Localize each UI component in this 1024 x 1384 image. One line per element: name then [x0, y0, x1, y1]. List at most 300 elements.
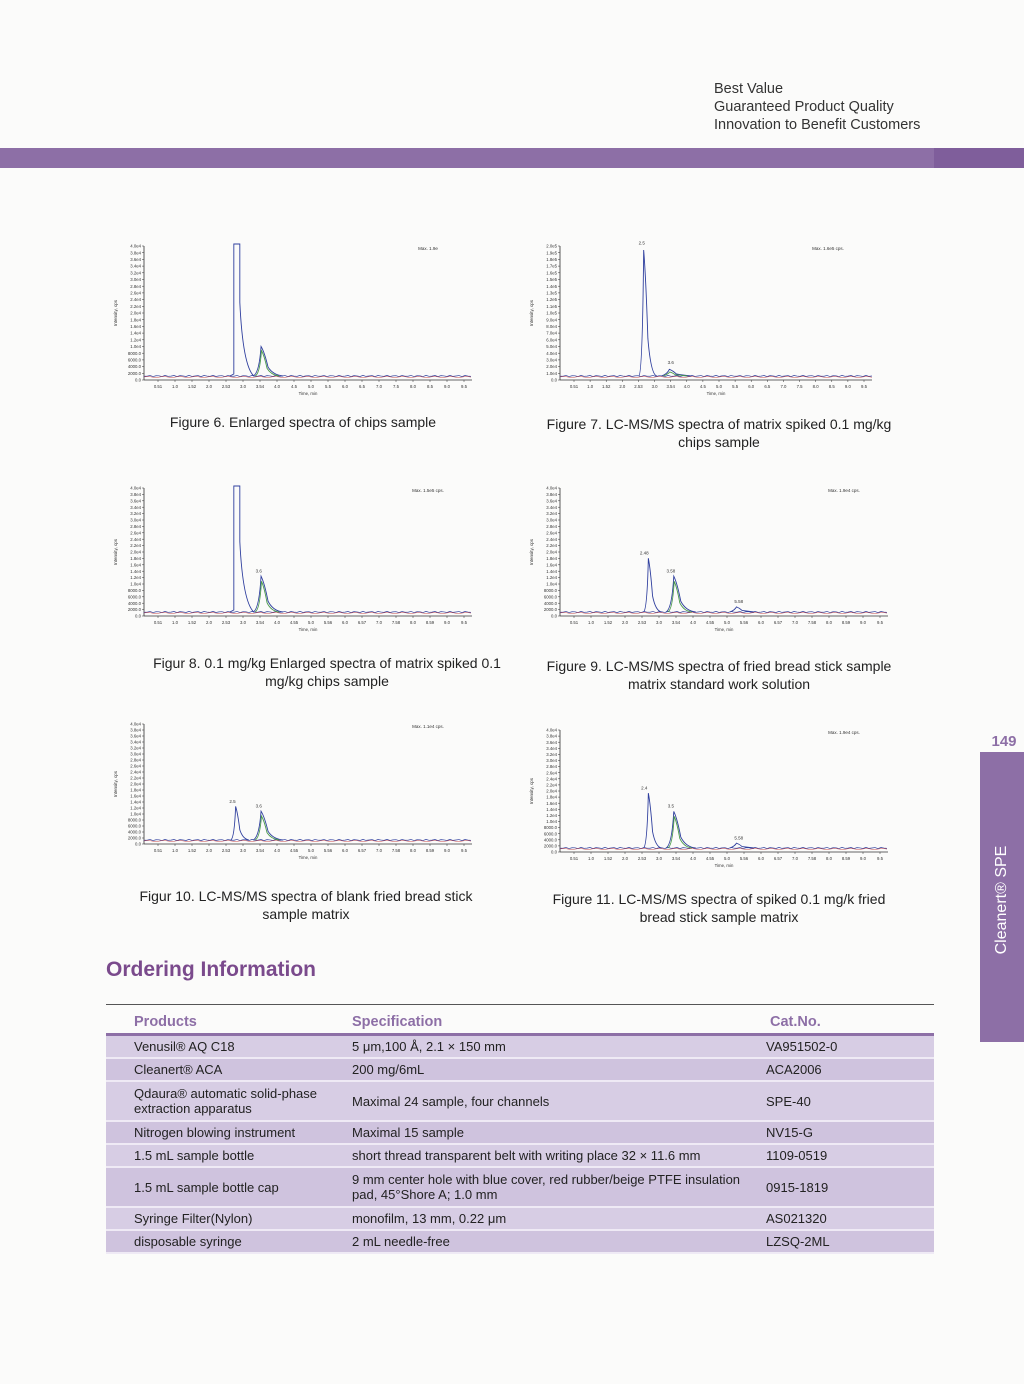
y-tick-label: 3.4e4 — [546, 504, 557, 510]
x-tick-label: 5.0 — [716, 384, 722, 389]
y-tick-label: 8000.0 — [543, 825, 557, 831]
y-tick-label: 2.0e4 — [546, 364, 557, 370]
x-tick-label: 7.0 — [376, 384, 382, 389]
chromatogram-peak — [230, 244, 254, 376]
chromatogram-peak — [639, 250, 657, 376]
product-cell: Cleanert® ACA — [134, 1062, 223, 1077]
x-tick-label: 3.0 — [240, 848, 246, 853]
table-row — [106, 1082, 934, 1122]
baseline-trace-red — [560, 849, 887, 850]
header-bar — [0, 148, 1024, 168]
y-tick-label: 1.2e4 — [130, 337, 141, 343]
y-tick-label: 3.6e4 — [130, 733, 141, 739]
y-axis-label: Intensity, cps — [113, 771, 118, 797]
x-tick-label: 6.5 — [764, 384, 771, 389]
x-tick-label: 7.0 — [376, 620, 382, 625]
x-tick-label: 9.5 — [461, 384, 467, 389]
x-tick-label: 9.0 — [444, 620, 450, 625]
x-tick-label: 8.59 — [841, 620, 851, 625]
y-tick-label: 4.0e4 — [546, 485, 557, 491]
y-tick-label: 1.6e4 — [130, 793, 141, 799]
chromatogram-peak — [231, 806, 249, 840]
y-tick-label: 0.0 — [135, 377, 141, 383]
x-tick-label: 6.57 — [773, 856, 783, 861]
x-tick-label: 5.0 — [724, 620, 730, 625]
x-tick-label: 8.59 — [425, 848, 435, 853]
x-tick-label: 5.56 — [739, 856, 749, 861]
x-tick-label: 1.0 — [172, 384, 178, 389]
side-tab-label: Cleanert® SPE — [993, 845, 1010, 955]
baseline-trace-red — [144, 841, 471, 842]
y-tick-label: 2.8e4 — [130, 283, 141, 289]
catno-cell: AS021320 — [766, 1211, 827, 1226]
max-label: Max. 1.1e4 cps. — [412, 724, 444, 729]
x-tick-label: 2.53 — [221, 620, 231, 625]
y-tick-label: 6000.0 — [127, 823, 141, 829]
y-tick-label: 2.0e5 — [546, 243, 557, 249]
page-number: 149 — [991, 733, 1017, 750]
y-tick-label: 1.8e4 — [130, 787, 141, 793]
x-axis-label: Time, min — [298, 855, 318, 860]
y-tick-label: 1.0e4 — [130, 344, 141, 350]
y-tick-label: 8.0e4 — [546, 324, 557, 329]
y-tick-label: 4.0e4 — [546, 727, 557, 733]
y-tick-label: 3.6e4 — [130, 498, 141, 504]
table-row — [106, 1208, 934, 1231]
y-tick-label: 1.0e4 — [546, 819, 557, 825]
y-tick-label: 3.8e4 — [130, 727, 141, 733]
y-tick-label: 2.4e4 — [130, 297, 141, 303]
chromatogram-peak — [253, 576, 283, 612]
chromatogram-peak — [644, 793, 662, 848]
y-tick-label: 6000.0 — [127, 357, 141, 363]
y-tick-label: 3.0e4 — [130, 751, 141, 757]
x-tick-label: 4.0 — [690, 856, 696, 861]
y-tick-label: 1.5e5 — [546, 277, 557, 283]
x-tick-label: 5.0 — [724, 856, 730, 861]
x-tick-label: 4.0 — [274, 848, 280, 853]
catno-cell: 1109-0519 — [766, 1148, 828, 1163]
y-axis-label: Intensity, cps — [529, 778, 534, 804]
spec-cell: 2 mL needle-free — [352, 1234, 450, 1249]
max-label: Max. 1.9e4 cps. — [828, 488, 860, 493]
x-tick-label: 2.53 — [637, 620, 647, 625]
max-label: Max. 1.6e5 cps. — [812, 246, 844, 251]
y-tick-label: 8000.0 — [127, 817, 141, 823]
table-row — [106, 1036, 934, 1059]
y-tick-label: 1.4e4 — [546, 568, 557, 574]
y-tick-label: 3.2e4 — [130, 270, 141, 276]
caption-fig8: Figur 8. 0.1 mg/kg Enlarged spectra of matrix spiked 0.1 mg/kg chips sample — [153, 655, 501, 689]
x-tick-label: 6.0 — [342, 848, 348, 853]
y-tick-label: 2000.0 — [127, 607, 141, 613]
chromatogram-peak — [666, 811, 696, 848]
y-tick-label: 2000.0 — [543, 607, 557, 613]
y-tick-label: 1.0e4 — [130, 811, 141, 817]
x-tick-label: 8.0 — [826, 620, 832, 625]
x-tick-label: 1.0 — [172, 620, 178, 625]
x-tick-label: 9.0 — [444, 384, 450, 389]
product-cell: Venusil® AQ C18 — [134, 1039, 235, 1054]
y-tick-label: 8000.0 — [127, 350, 141, 356]
y-tick-label: 1.4e4 — [130, 799, 141, 805]
product-cell: disposable syringe — [134, 1234, 242, 1249]
y-tick-label: 1.0e4 — [130, 581, 141, 587]
y-tick-label: 4.0e4 — [130, 485, 141, 491]
chromatogram-peak — [644, 558, 662, 612]
table-body — [106, 1036, 934, 1254]
baseline-trace-red — [560, 613, 887, 614]
y-tick-label: 3.8e4 — [546, 492, 557, 497]
x-tick-label: 3.54 — [671, 620, 681, 625]
y-tick-label: 0.0 — [135, 613, 141, 619]
peak-label: 3.6 — [255, 568, 262, 574]
x-tick-label: 6.57 — [357, 848, 367, 853]
y-tick-label: 2.2e4 — [546, 782, 557, 788]
y-tick-label: 6000.0 — [543, 831, 557, 837]
y-tick-label: 1.1e5 — [546, 303, 557, 309]
x-tick-label: 2.0 — [206, 848, 212, 853]
x-tick-label: 9.0 — [844, 384, 851, 389]
y-tick-label: 6000.0 — [543, 594, 557, 600]
spec-cell: Maximal 15 sample — [352, 1125, 464, 1140]
x-tick-label: 1.52 — [187, 620, 197, 625]
x-tick-label: 4.55 — [289, 848, 299, 853]
figure-7 — [524, 240, 880, 404]
y-axis-label: Intensity, cps — [529, 539, 534, 565]
y-tick-label: 3.0e4 — [546, 517, 557, 523]
baseline-trace-red — [144, 377, 471, 378]
caption-fig11: Figure 11. LC-MS/MS spectra of spiked 0.1 mg/k fried bread stick sample matrix — [552, 891, 886, 925]
y-tick-label: 1.8e4 — [130, 556, 141, 561]
y-tick-label: 4000.0 — [543, 837, 557, 843]
x-tick-label: 1.52 — [602, 384, 611, 389]
caption-fig10: Figur 10. LC-MS/MS spectra of blank fried bread stick sample matrix — [139, 888, 473, 922]
y-tick-label: 8000.0 — [543, 588, 557, 593]
x-tick-label: 9.5 — [461, 620, 467, 625]
y-tick-label: 1.4e4 — [546, 806, 557, 812]
figure-11 — [524, 724, 896, 876]
y-tick-label: 1.9e5 — [546, 250, 557, 256]
x-tick-label: 6.0 — [342, 620, 348, 625]
tagline — [714, 80, 920, 134]
chart-fig11 — [524, 724, 896, 876]
x-tick-label: 1.0 — [588, 856, 594, 861]
caption-fig9: Figure 9. LC-MS/MS spectra of fried bread stick sample matrix standard work solution — [546, 658, 892, 692]
y-tick-label: 2.4e4 — [130, 769, 141, 775]
x-tick-label: 7.58 — [391, 620, 401, 625]
x-tick-label: 3.54 — [255, 848, 265, 853]
y-tick-label: 3.4e4 — [130, 504, 141, 510]
y-tick-label: 2.0e4 — [546, 788, 557, 794]
x-tick-label: 8.59 — [425, 620, 435, 625]
x-axis-label: Time, min — [714, 627, 734, 632]
x-tick-label: 0.51 — [569, 620, 579, 625]
y-tick-label: 2.6e4 — [546, 530, 557, 536]
section-title: Ordering Information — [106, 958, 316, 981]
peak-label: 2.5 — [229, 798, 236, 804]
x-tick-label: 4.5 — [699, 384, 706, 389]
x-tick-label: 7.5 — [393, 384, 399, 389]
figure-6 — [108, 240, 480, 404]
peak-label: 2.48 — [639, 550, 649, 556]
y-tick-label: 2.2e4 — [130, 775, 141, 781]
x-tick-label: 7.0 — [792, 856, 798, 861]
x-tick-label: 1.0 — [587, 384, 594, 389]
x-tick-label: 2.53 — [221, 848, 231, 853]
spec-cell: 5 μm,100 Å, 2.1 × 150 mm — [352, 1039, 506, 1054]
y-tick-label: 1.6e5 — [546, 270, 557, 276]
y-tick-label: 2.0e4 — [130, 310, 141, 316]
y-tick-label: 4.0e4 — [546, 350, 557, 356]
x-tick-label: 5.5 — [325, 384, 331, 389]
x-tick-label: 1.52 — [187, 384, 197, 389]
y-tick-label: 2000.0 — [127, 835, 141, 841]
chromatogram-peak — [253, 811, 283, 840]
x-tick-label: 5.5 — [732, 384, 739, 389]
y-tick-label: 2.8e4 — [546, 764, 557, 770]
chart-fig7 — [524, 240, 880, 404]
header-specification: Specification — [352, 1014, 443, 1030]
x-tick-label: 9.5 — [877, 620, 883, 625]
y-tick-label: 3.8e4 — [130, 492, 141, 497]
y-tick-label: 2.6e4 — [130, 763, 141, 769]
x-tick-label: 8.0 — [410, 848, 416, 853]
x-tick-label: 8.5 — [828, 384, 835, 389]
y-tick-label: 2.0e4 — [130, 781, 141, 787]
x-tick-label: 4.55 — [289, 620, 299, 625]
y-tick-label: 1.8e4 — [546, 794, 557, 800]
x-tick-label: 0.51 — [569, 384, 579, 389]
tagline-line: Best Value — [714, 81, 784, 97]
y-tick-label: 1.4e4 — [130, 330, 141, 336]
spec-cell: Maximal 24 sample, four channels — [352, 1093, 550, 1109]
peak-label: 2.4 — [641, 785, 648, 791]
chromatogram-peak — [730, 843, 754, 848]
y-tick-label: 1.2e4 — [130, 575, 141, 581]
table-row — [106, 1059, 934, 1082]
product-cell: 1.5 mL sample bottle cap — [134, 1179, 279, 1195]
x-tick-label: 9.5 — [877, 856, 883, 861]
max-label: Max. 1.9e — [418, 246, 438, 251]
y-tick-label: 5.0e4 — [546, 344, 557, 350]
y-tick-label: 3.0e4 — [546, 357, 557, 363]
x-tick-label: 1.52 — [187, 848, 197, 853]
y-tick-label: 4000.0 — [127, 600, 141, 606]
tagline-line: Innovation to Benefit Customers — [714, 117, 921, 133]
y-tick-label: 1.4e4 — [130, 568, 141, 574]
y-tick-label: 2000.0 — [543, 843, 557, 849]
y-tick-label: 4000.0 — [127, 364, 141, 370]
y-tick-label: 1.6e4 — [130, 562, 141, 568]
chart-fig9 — [524, 482, 896, 640]
y-tick-label: 1.8e4 — [130, 317, 141, 323]
x-tick-label: 0.51 — [153, 848, 163, 853]
y-tick-label: 3.2e4 — [130, 511, 141, 517]
spec-cell: monofilm, 13 mm, 0.22 μm — [352, 1211, 507, 1226]
catno-cell: ACA2006 — [766, 1062, 822, 1077]
spec-cell: 9 mm center hole with blue cover, red rubber/beige PTFE insulation pad, 45°Shore A; 1.0 mm — [352, 1172, 741, 1202]
catno-cell: LZSQ-2ML — [766, 1234, 830, 1249]
x-tick-label: 0.51 — [153, 620, 163, 625]
y-tick-label: 0.0 — [551, 377, 557, 383]
baseline-trace-red — [144, 613, 471, 614]
y-tick-label: 0.0 — [135, 841, 141, 847]
y-tick-label: 3.0e4 — [546, 758, 557, 764]
table-row — [106, 1145, 934, 1168]
baseline-trace — [560, 375, 872, 376]
y-tick-label: 3.8e4 — [546, 733, 557, 739]
chromatogram-peak — [230, 486, 254, 612]
table-row — [106, 1168, 934, 1208]
x-tick-label: 7.5 — [796, 384, 803, 389]
y-tick-label: 1.6e4 — [546, 800, 557, 806]
x-tick-label: 8.0 — [826, 856, 832, 861]
y-tick-label: 2.8e4 — [130, 757, 141, 763]
y-tick-label: 3.6e4 — [130, 257, 141, 262]
x-tick-label: 1.0 — [588, 620, 594, 625]
x-tick-label: 8.0 — [410, 620, 416, 625]
x-tick-label: 7.0 — [376, 848, 382, 853]
x-tick-label: 2.53 — [634, 384, 643, 389]
x-tick-label: 2.0 — [622, 620, 628, 625]
x-tick-label: 4.0 — [274, 620, 280, 625]
y-tick-label: 3.6e4 — [546, 498, 557, 504]
x-tick-label: 5.56 — [323, 620, 333, 625]
y-tick-label: 1.8e4 — [546, 556, 557, 561]
y-tick-label: 1.6e4 — [130, 324, 141, 329]
x-tick-label: 6.0 — [748, 384, 755, 389]
x-axis-label: Time, min — [298, 391, 318, 396]
y-tick-label: 4.0e4 — [130, 243, 141, 249]
y-tick-label: 2.6e4 — [130, 530, 141, 536]
y-tick-label: 3.4e4 — [130, 739, 141, 745]
x-tick-label: 1.0 — [172, 848, 178, 853]
y-axis-label: Intensity, cps — [529, 300, 534, 326]
x-tick-label: 4.0 — [274, 384, 280, 389]
table-header — [106, 1005, 934, 1036]
x-tick-label: 7.0 — [792, 620, 798, 625]
y-tick-label: 2.6e4 — [546, 770, 557, 776]
x-tick-label: 9.5 — [461, 848, 467, 853]
peak-label: 3.6 — [255, 803, 262, 809]
x-tick-label: 4.55 — [705, 856, 715, 861]
y-tick-label: 2.2e4 — [130, 303, 141, 309]
x-tick-label: 6.57 — [773, 620, 783, 625]
figure-10 — [108, 718, 480, 868]
x-tick-label: 2.53 — [221, 384, 231, 389]
y-tick-label: 1.2e5 — [546, 297, 557, 303]
x-tick-label: 9.0 — [860, 620, 866, 625]
y-tick-label: 1.7e5 — [546, 263, 557, 269]
tagline-line: Guaranteed Product Quality — [714, 99, 894, 115]
chart-fig6 — [108, 240, 480, 404]
x-tick-label: 5.0 — [308, 848, 314, 853]
y-tick-label: 3.4e4 — [546, 745, 557, 751]
x-tick-label: 0.51 — [153, 384, 163, 389]
chromatogram-peak — [730, 607, 754, 612]
y-tick-label: 6000.0 — [127, 594, 141, 600]
header-catno: Cat.No. — [770, 1014, 821, 1030]
y-tick-label: 2.8e4 — [546, 524, 557, 529]
x-tick-label: 2.53 — [637, 856, 647, 861]
x-tick-label: 2.0 — [206, 384, 212, 389]
x-tick-label: 4.55 — [705, 620, 715, 625]
x-tick-label: 8.0 — [410, 384, 416, 389]
x-tick-label: 1.52 — [603, 620, 613, 625]
x-tick-label: 7.58 — [807, 856, 817, 861]
y-tick-label: 2.6e4 — [130, 290, 141, 296]
x-tick-label: 6.57 — [357, 620, 367, 625]
baseline-trace-red — [560, 377, 872, 378]
x-tick-label: 7.58 — [391, 848, 401, 853]
y-tick-label: 1.8e5 — [546, 257, 557, 262]
chart-fig10 — [108, 718, 480, 868]
peak-label: 3.5 — [667, 803, 674, 809]
caption-fig7: Figure 7. LC-MS/MS spectra of matrix spiked 0.1 mg/kg chips sample — [546, 416, 892, 450]
peak-label: 3.6 — [667, 359, 674, 365]
header-products: Products — [134, 1014, 197, 1030]
y-tick-label: 2.4e4 — [130, 536, 141, 542]
y-tick-label: 3.0e4 — [130, 517, 141, 523]
x-tick-label: 3.0 — [656, 856, 662, 861]
x-tick-label: 3.0 — [656, 620, 662, 625]
y-tick-label: 6.0e4 — [546, 337, 557, 343]
y-tick-label: 1.0e5 — [546, 310, 557, 316]
x-tick-label: 5.0 — [308, 620, 314, 625]
y-tick-label: 4000.0 — [543, 600, 557, 606]
x-tick-label: 9.0 — [444, 848, 450, 853]
x-tick-label: 9.5 — [861, 384, 867, 389]
peak-label: 5.58 — [734, 835, 744, 841]
figure-9 — [524, 482, 896, 640]
max-label: Max. 1.5e5 cps. — [412, 488, 444, 493]
x-tick-label: 8.0 — [812, 384, 819, 389]
x-tick-label: 2.0 — [619, 384, 626, 389]
x-tick-label: 6.0 — [758, 856, 764, 861]
product-cell: Syringe Filter(Nylon) — [134, 1211, 253, 1226]
y-tick-label: 1.3e5 — [546, 290, 557, 296]
caption-fig6: Figure 6. Enlarged spectra of chips sample — [169, 414, 437, 430]
y-tick-label: 3.4e4 — [130, 263, 141, 269]
y-tick-label: 1.0e4 — [546, 370, 557, 376]
x-tick-label: 2.0 — [622, 856, 628, 861]
x-tick-label: 6.5 — [359, 384, 365, 389]
x-tick-label: 6.0 — [758, 620, 764, 625]
catno-cell: NV15-G — [766, 1125, 813, 1140]
catno-cell: SPE-40 — [766, 1093, 811, 1109]
y-axis-label: Intensity, cps — [113, 300, 118, 326]
y-tick-label: 3.2e4 — [546, 511, 557, 517]
y-tick-label: 1.4e5 — [546, 283, 557, 289]
x-tick-label: 8.59 — [841, 856, 851, 861]
y-tick-label: 2.2e4 — [130, 543, 141, 549]
y-tick-label: 3.0e4 — [130, 277, 141, 283]
spec-cell: short thread transparent belt with writing place 32 × 11.6 mm — [352, 1148, 701, 1163]
x-tick-label: 3.54 — [671, 856, 681, 861]
x-tick-label: 3.0 — [240, 384, 246, 389]
x-tick-label: 3.0 — [240, 620, 246, 625]
y-tick-label: 4.0e4 — [130, 721, 141, 727]
x-tick-label: 9.0 — [860, 856, 866, 861]
chromatogram-peak — [666, 576, 696, 612]
y-tick-label: 1.0e4 — [546, 581, 557, 587]
chart-fig8 — [108, 482, 480, 640]
product-cell: Qdaura® automatic solid-phase extraction apparatus — [134, 1086, 318, 1116]
y-tick-label: 1.2e4 — [546, 813, 557, 818]
y-axis-label: Intensity, cps — [113, 539, 118, 565]
x-tick-label: 4.5 — [291, 384, 297, 389]
